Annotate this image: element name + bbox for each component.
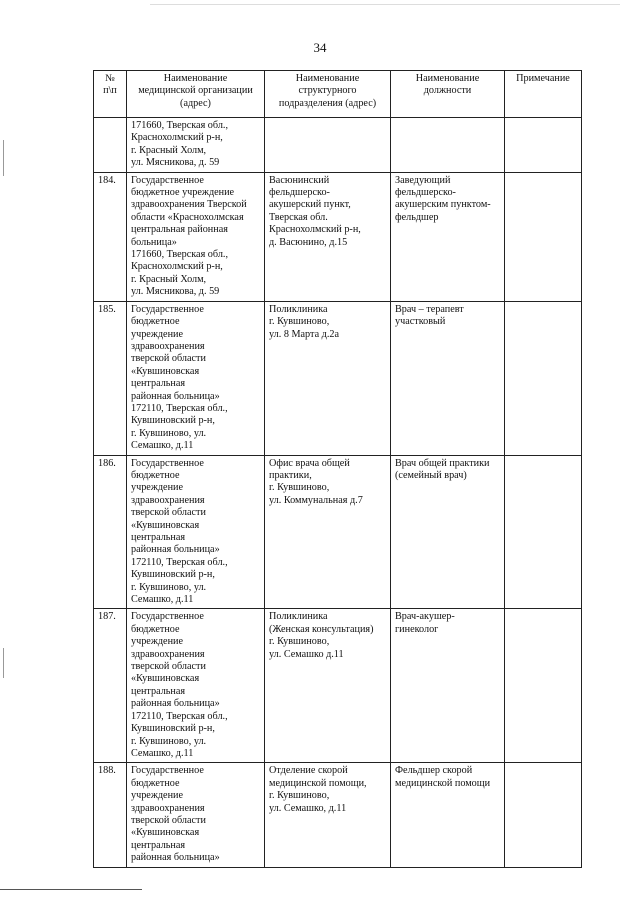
organization-cell-line: тверской области: [131, 507, 206, 519]
table-row: [94, 172, 582, 301]
unit-cell-line: медицинской помощи,: [269, 777, 367, 789]
position-cell: [391, 763, 505, 867]
organization-cell-line: Кувшиновский р-н,: [131, 569, 215, 581]
organization-cell-line: г. Кувшиново, ул.: [131, 427, 207, 439]
organization-cell-line: 172110, Тверская обл.,: [131, 556, 228, 568]
header-number: [94, 71, 127, 118]
organization-cell: [127, 118, 265, 173]
organization-cell-line: 171660, Тверская обл.,: [131, 120, 229, 131]
table-row: [94, 301, 582, 455]
page-number: 34: [313, 40, 327, 55]
organization-cell-line: области «Краснохолмская: [131, 211, 244, 223]
position-cell-line: акушерским пунктом-: [395, 199, 491, 211]
unit-cell-line: ул. Коммунальная д.7: [269, 494, 363, 506]
organization-cell-line: Кувшиновский р-н,: [131, 723, 215, 735]
header-text-line: №: [105, 73, 115, 84]
organization-cell-line: бюджетное: [131, 316, 180, 328]
header-organization: [127, 71, 265, 118]
row-number: [94, 118, 127, 173]
unit-cell-line: ул. 8 Марта д.2а: [269, 328, 339, 340]
organization-cell-line: г. Красный Холм,: [131, 273, 207, 285]
unit-cell-line: Тверская обл.: [269, 211, 328, 223]
unit-cell: [265, 763, 391, 867]
organization-cell-line: Краснохолмский р-н,: [131, 261, 223, 273]
unit-cell: [265, 609, 391, 763]
organization-cell-line: районная больница»: [131, 544, 220, 556]
unit-cell-line: (Женская консультация): [269, 623, 374, 635]
unit-cell: [265, 301, 391, 455]
organization-cell-line: центральная: [131, 532, 186, 543]
unit-cell-line: Поликлиника: [269, 303, 328, 315]
organization-cell-line: Краснохолмский р-н,: [131, 132, 223, 144]
organization-cell-line: 172110, Тверская обл.,: [131, 710, 228, 722]
organization-cell-line: тверской области: [131, 353, 206, 365]
organization-cell-line: Семашко, д.11: [131, 594, 194, 606]
unit-cell-line: ул. Семашко, д.11: [269, 802, 347, 814]
organization-cell-line: учреждение: [131, 328, 184, 340]
unit-cell-line: ул. Семашко д.11: [269, 648, 344, 660]
footnote-rule: [0, 889, 142, 890]
position-cell-line: фельдшерско-: [395, 187, 456, 199]
organization-cell-line: здравоохранения: [131, 802, 205, 814]
scan-margin-mark: [3, 140, 4, 176]
unit-cell-line: фельдшерско-: [269, 187, 330, 199]
position-cell-line: Врач – терапевт: [395, 303, 464, 315]
unit-cell-line: д. Васюнино, д.15: [269, 236, 348, 248]
note-cell: [505, 763, 582, 867]
organization-cell-line: Семашко, д.11: [131, 747, 194, 759]
unit-cell-line: практики,: [269, 469, 312, 481]
organization-cell-line: 171660, Тверская обл.,: [131, 249, 229, 261]
unit-cell-line: г. Кувшиново,: [269, 790, 330, 802]
organization-cell-line: г. Красный Холм,: [131, 144, 207, 156]
header-text-line: п\п: [103, 85, 117, 97]
organization-cell-line: районная больница»: [131, 390, 220, 402]
organization-cell-line: Семашко, д.11: [131, 440, 194, 452]
row-number: 186.: [94, 455, 127, 609]
organization-cell-line: бюджетное: [131, 777, 180, 789]
organization-cell-line: г. Кувшиново, ул.: [131, 735, 207, 747]
table-header-row: [94, 71, 582, 118]
organization-cell: [127, 763, 265, 867]
organization-cell-line: Государственное: [131, 174, 204, 186]
organization-cell-line: тверской области: [131, 661, 206, 673]
organization-cell-line: «Кувшиновская: [131, 673, 200, 685]
table-row: [94, 609, 582, 763]
scan-top-edge: [150, 4, 620, 5]
note-cell: [505, 455, 582, 609]
position-cell-line: Заведующий: [395, 174, 451, 186]
organization-cell-line: г. Кувшиново, ул.: [131, 581, 207, 593]
header-text-line: Наименование: [415, 73, 480, 84]
organization-cell-line: здравоохранения Тверской: [131, 199, 247, 211]
unit-cell: [265, 455, 391, 609]
header-text-line: медицинской организации: [138, 85, 253, 97]
organization-cell-line: центральная: [131, 378, 186, 390]
organization-cell: [127, 609, 265, 763]
organization-cell-line: «Кувшиновская: [131, 365, 200, 377]
organization-cell-line: бюджетное учреждение: [131, 187, 235, 199]
organization-cell-line: Государственное: [131, 303, 204, 315]
header-text-line: структурного: [298, 85, 357, 97]
organization-cell-line: здравоохранения: [131, 494, 205, 506]
organization-cell-line: центральная: [131, 839, 186, 851]
organization-cell-line: Государственное: [131, 611, 204, 623]
header-position: [391, 71, 505, 118]
unit-cell-line: г. Кувшиново,: [269, 636, 330, 648]
header-text-line: подразделения (адрес): [278, 97, 377, 109]
organization-cell-line: тверской области: [131, 814, 206, 826]
organization-cell-line: бюджетное: [131, 623, 180, 635]
organization-cell-line: бюджетное: [131, 469, 180, 481]
organization-cell-line: больница»: [131, 236, 177, 248]
organization-cell-line: ул. Мясникова, д. 59: [131, 286, 220, 298]
position-cell-line: Фельдшер скорой: [395, 765, 473, 777]
organization-cell: [127, 455, 265, 609]
organization-cell-line: районная больница»: [131, 698, 220, 710]
header-text-line: должности: [423, 85, 472, 97]
note-cell: [505, 172, 582, 301]
organization-cell-line: учреждение: [131, 790, 184, 802]
unit-cell-line: Поликлиника: [269, 611, 328, 623]
row-number: 185.: [94, 301, 127, 455]
organization-cell-line: учреждение: [131, 636, 184, 648]
unit-cell: [265, 172, 391, 301]
organization-cell-line: «Кувшиновская: [131, 827, 200, 839]
position-cell: [391, 609, 505, 763]
table-row: [94, 455, 582, 609]
note-cell: [505, 118, 582, 173]
note-cell: [505, 301, 582, 455]
organization-cell-line: Кувшиновский р-н,: [131, 415, 215, 427]
header-text-line: (адрес): [180, 97, 211, 109]
position-cell-line: фельдшер: [395, 211, 439, 223]
organization-cell-line: Государственное: [131, 765, 204, 777]
unit-cell-line: Краснохолмский р-н,: [269, 224, 361, 236]
table-row: [94, 763, 582, 867]
position-cell: [391, 172, 505, 301]
table-row: [94, 118, 582, 173]
scan-margin-mark: [3, 648, 4, 678]
header-text-line: Примечание: [516, 73, 570, 84]
organization-cell-line: здравоохранения: [131, 340, 205, 352]
position-cell-line: гинеколог: [395, 623, 439, 635]
header-text-line: Наименование: [163, 73, 228, 84]
position-cell: [391, 118, 505, 173]
organization-cell-line: центральная районная: [131, 224, 228, 236]
organization-cell-line: учреждение: [131, 482, 184, 494]
position-cell-line: Врач общей практики: [395, 457, 490, 469]
organization-cell-line: «Кувшиновская: [131, 519, 200, 531]
organization-cell-line: 172110, Тверская обл.,: [131, 402, 228, 414]
header-text-line: Наименование: [295, 73, 360, 84]
organization-cell-line: здравоохранения: [131, 648, 205, 660]
unit-cell-line: Отделение скорой: [269, 765, 348, 777]
position-cell: [391, 455, 505, 609]
position-cell-line: (семейный врач): [395, 469, 467, 481]
organization-cell-line: Государственное: [131, 457, 204, 469]
unit-cell: [265, 118, 391, 173]
position-cell: [391, 301, 505, 455]
organization-cell-line: районная больница»: [131, 852, 220, 864]
unit-cell-line: г. Кувшиново,: [269, 482, 330, 494]
position-cell-line: Врач-акушер-: [395, 611, 455, 623]
organization-cell: [127, 301, 265, 455]
header-unit: [265, 71, 391, 118]
position-cell-line: участковый: [395, 316, 446, 328]
registry-table: [93, 70, 582, 868]
organization-cell-line: центральная: [131, 685, 186, 697]
unit-cell-line: Васюнинский: [269, 174, 330, 186]
row-number: 188.: [94, 763, 127, 867]
header-note: [505, 71, 582, 118]
unit-cell-line: акушерский пункт,: [269, 199, 351, 211]
unit-cell-line: г. Кувшиново,: [269, 316, 330, 328]
row-number: 184.: [94, 172, 127, 301]
organization-cell-line: ул. Мясникова, д. 59: [131, 157, 220, 169]
row-number: 187.: [94, 609, 127, 763]
unit-cell-line: Офис врача общей: [269, 457, 350, 469]
position-cell-line: медицинской помощи: [395, 777, 491, 789]
note-cell: [505, 609, 582, 763]
organization-cell: [127, 172, 265, 301]
